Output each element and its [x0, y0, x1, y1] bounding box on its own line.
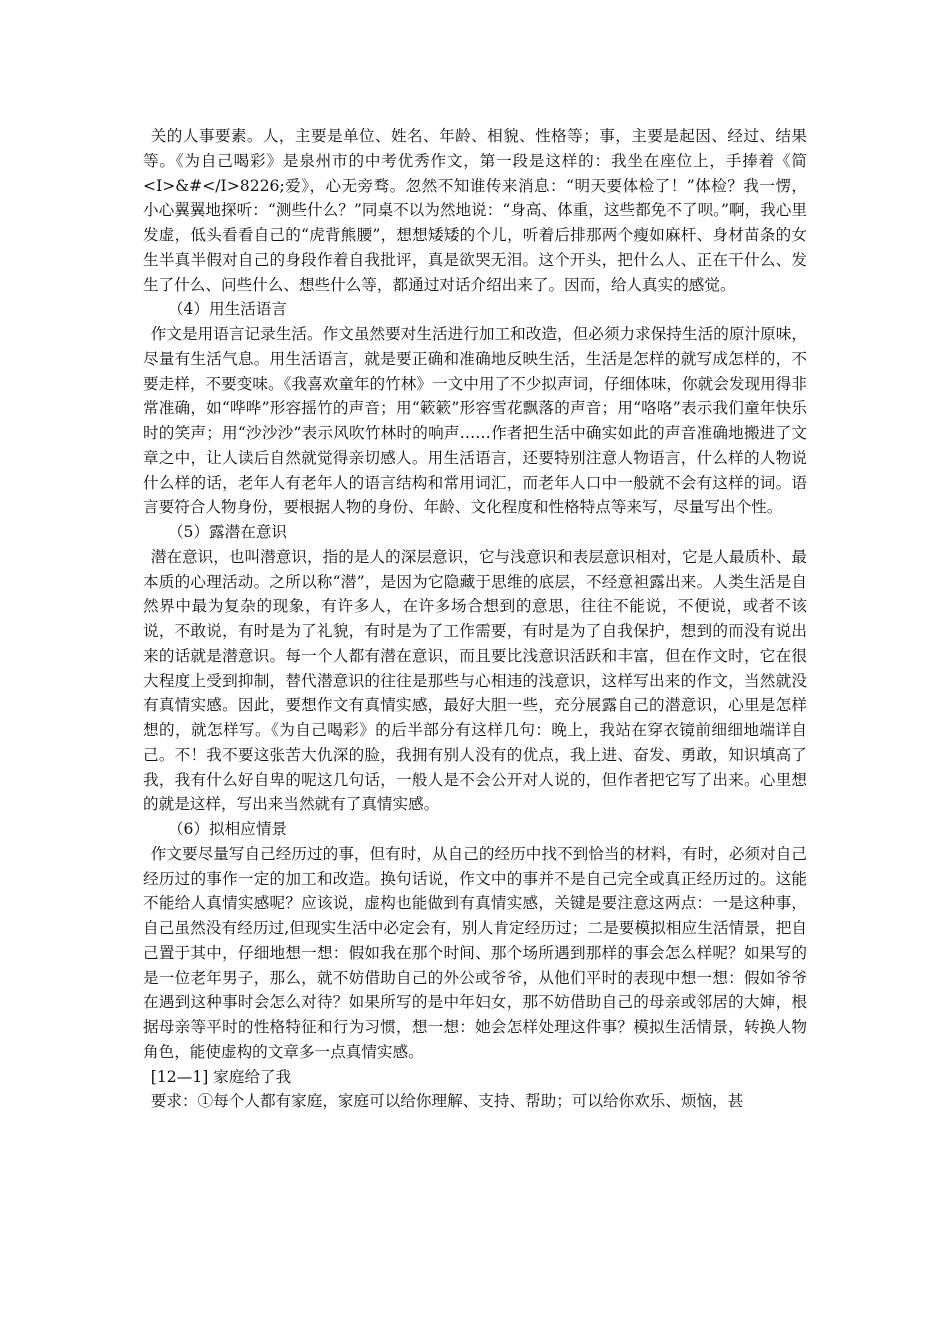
section-heading-4: （4）用生活语言 — [167, 300, 288, 319]
paragraph-intro: 关的人事要素。人，主要是单位、姓名、年龄、相貌、性格等；事，主要是起因、经过、结果等。《为自己喝彩》是泉州市的中考优秀作文，第一段是这样的：我坐在座位上，手捧着《简<I>&#</I>8226;爱》，心无旁骛。忽然不知谁传来消息：“明天要体检了！”体检？我一愣，小心翼翼地探听：“测些什么？”同桌不以为然地说：“身高、体重，这些都免不了呗。”啊，我心里发虚，低头看看自己的“虎背熊腰”，想想矮矮的个儿，听着后排那两个瘦如麻杆、身材苗条的女生半真半假对自己的身段作着自我批评，真是欲哭无泪。这个开头，把什么人、正在干什么、发生了什么、问些什么、想些什么等，都通过对话介绍出来了。因而，给人真实的感觉。 — [143, 127, 807, 294]
section-heading-5: （5）露潜在意识 — [167, 523, 288, 541]
paragraph-section-5: 潜在意识，也叫潜意识，指的是人的深层意识，它与浅意识和表层意识相对，它是人最质朴、最本质的心理活动。之所以称“潜”，是因为它隐藏于思维的底层，不经意袒露出来。人类生活是自然界中最为复杂的现象，有许多人，在许多场合想到的意思，往往不能说，不便说，或者不该说，不敢说，有时是为了礼貌，有时是为了工作需要，有时是为了自我保护，想到的而没有说出来的话就是潜意识。每一个人都有潜在意识，而且要比浅意识活跃和丰富，但在作文时，它在很大程度上受到抑制，替代潜意识的往往是那些与心相违的浅意识，这样写出来的作文，当然就没有真情实感。因此，要想作文有真情实感，最好大胆一些，充分展露自己的潜意识，心里是怎样想的，就怎样写。《为自己喝彩》的后半部分有这样几句：晚上，我站在穿衣镜前细细地端详自己。不！我不要这张苦大仇深的脸，我拥有别人没有的优点，我上进、奋发、勇敢，知识填高了我，我有什么好自卑的呢这几句话，一般人是不会公开对人说的，但作者把它写了出来。心里想的就是这样，写出来当然就有了真情实感。 — [143, 547, 807, 814]
exercise-requirements: 要求：①每个人都有家庭，家庭可以给你理解、支持、帮助；可以给你欢乐、烦恼，甚 — [150, 1092, 744, 1111]
paragraph-section-6: 作文要尽量写自己经历过的事，但有时，从自己的经历中找不到恰当的材料，有时，必须对自己经历过的事作一定的加工和改造。换句话说，作文中的事并不是自己完全或真正经历过的。这能不能给人真情实感呢？应该说，虚构也能做到有真情实感，关键是要注意这两点：一是这种事，自己虽然没有经历过,但现实生活中必定会有，别人肯定经历过；二是要模拟相应生活情景，把自己置于其中，仔细地想一想：假如我在那个时间、那个场所遇到那样的事会怎么样呢？如果写的是一位老年男子，那么，就不妨借助自己的外公或爷爷，从他们平时的表现中想一想：假如爷爷在遇到这种事时会怎么对待？如果所写的是中年妇女，那不妨借助自己的母亲或邻居的大婶，根据母亲等平时的性格特征和行为习惯，想一想：她会怎样处理这件事？模拟生活情景，转换人物角色，能使虚构的文章多一点真情实感。 — [143, 844, 807, 1061]
document-page — [143, 124, 807, 1114]
section-heading-6: （6）拟相应情景 — [167, 820, 288, 838]
exercise-title: [12—1] 家庭给了我 — [150, 1067, 292, 1086]
paragraph-section-4: 作文是用语言记录生活。作文虽然要对生活进行加工和改造，但必须力求保持生活的原汁原味，尽量有生活气息。用生活语言，就是要正确和准确地反映生活，生活是怎样的就写成怎样的，不要走样，不要变味。《我喜欢童年的竹林》一文中用了不少拟声词，仔细体味，你就会发现用得非常准确，如“哗哗”形容摇竹的声音；用“簌簌”形容雪花飘落的声音；用“咯咯”表示我们童年快乐时的笑声；用“沙沙沙”表示风吹竹林时的响声……作者把生活中确实如此的声音准确地搬进了文章之中，让人读后自然就觉得亲切感人。用生活语言，还要特别注意人物语言，什么样的人物说什么样的话，老年人有老年人的语言结构和常用词汇，而老年人口中一般就不会有这样的词。语言要符合人物身份，要根据人物的身份、年龄、文化程度和性格特点等来写，尽量写出个性。 — [143, 325, 807, 517]
